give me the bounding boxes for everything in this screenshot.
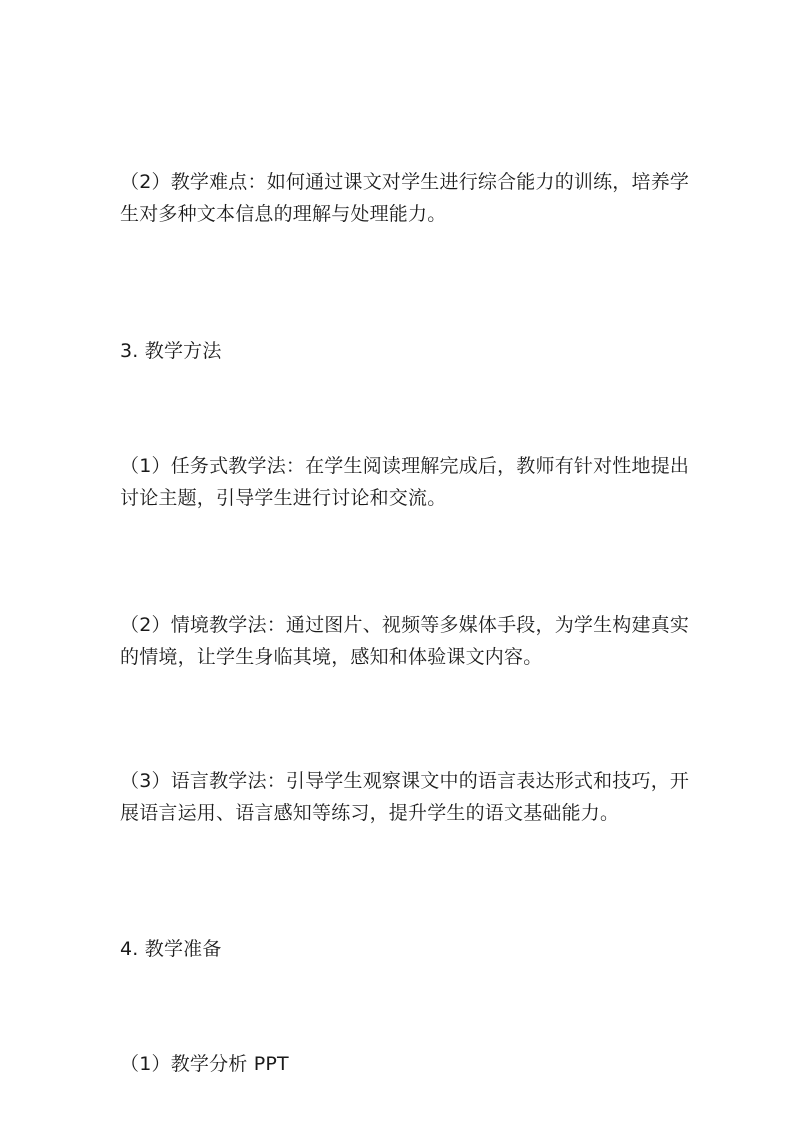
text-line: （2）情境教学法：通过图片、视频等多媒体手段，为学生构建真实 xyxy=(120,614,690,636)
section-heading-teaching-methods xyxy=(120,335,690,367)
preparation-item-ppt xyxy=(120,1048,690,1080)
text-line: （1）教学分析 PPT xyxy=(120,1053,289,1075)
text-line: （3）语言教学法：引导学生观察课文中的语言表达形式和技巧，开 xyxy=(120,770,690,792)
text-line: 讨论主题，引导学生进行讨论和交流。 xyxy=(120,487,447,509)
heading-text: 4. 教学准备 xyxy=(120,938,222,960)
method-task-based-paragraph xyxy=(120,450,690,514)
text-line: 的情境，让学生身临其境，感知和体验课文内容。 xyxy=(120,646,543,668)
text-line: 生对多种文本信息的理解与处理能力。 xyxy=(120,203,447,225)
text-line: （2）教学难点：如何通过课文对学生进行综合能力的训练，培养学 xyxy=(120,171,690,193)
teaching-difficulty-paragraph xyxy=(120,166,690,230)
text-line: （1）任务式教学法：在学生阅读理解完成后，教师有针对性地提出 xyxy=(120,455,690,477)
heading-text: 3. 教学方法 xyxy=(120,340,222,362)
method-language-paragraph xyxy=(120,765,690,829)
method-situational-paragraph xyxy=(120,609,690,673)
section-heading-teaching-preparation xyxy=(120,933,690,965)
text-line: 展语言运用、语言感知等练习，提升学生的语文基础能力。 xyxy=(120,802,620,824)
